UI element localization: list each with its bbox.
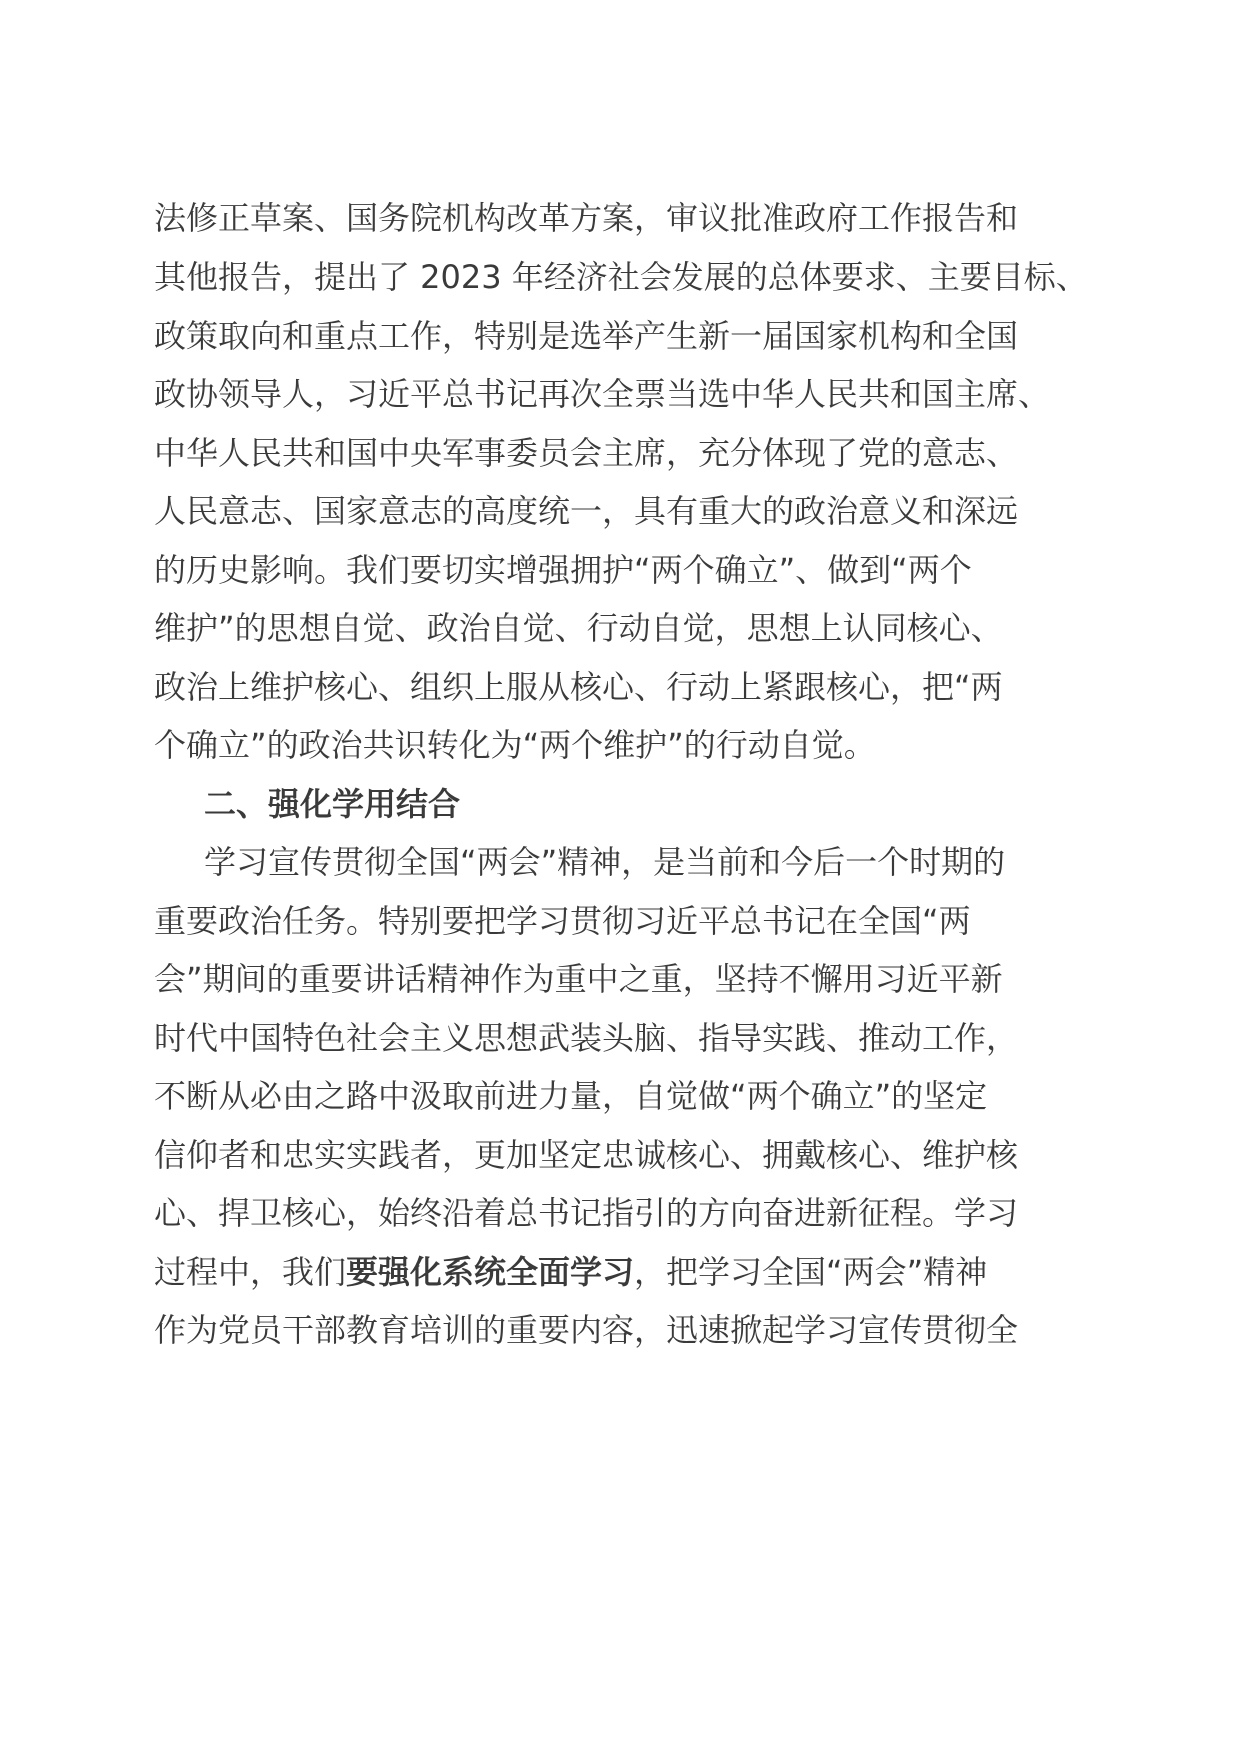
paragraph-line-mixed (154, 1252, 987, 1292)
paragraph-line: 心、捍卫核心，始终沿着总书记指引的方向奋进新征程。学习 (154, 1194, 1019, 1232)
paragraph-line: 会”期间的重要讲话精神作为重中之重，坚持不懈用习近平新 (154, 960, 1003, 998)
paragraph-line: 政策取向和重点工作，特别是选举产生新一届国家机构和全国 (154, 317, 1019, 355)
paragraph-line: 法修正草案、国务院机构改革方案，审议批准政府工作报告和 (154, 199, 1019, 237)
line-text: ，把学习全国“两会”精神 (634, 1253, 988, 1291)
paragraph-line: 维护”的思想自觉、政治自觉、行动自觉，思想上认同核心、 (154, 609, 1003, 647)
paragraph-line: 不断从必由之路中汲取前进力量，自觉做“两个确立”的坚定 (154, 1077, 988, 1115)
bold-emphasis: 要强化系统全面学习 (346, 1253, 635, 1291)
paragraph-line: 中华人民共和国中央军事委员会主席，充分体现了党的意志、 (154, 434, 1019, 472)
paragraph-line: 重要政治任务。特别要把学习贯彻习近平总书记在全国“两 (154, 902, 971, 940)
paragraph-line: 学习宣传贯彻全国“两会”精神，是当前和今后一个时期的 (204, 843, 1006, 881)
line-text: 过程中，我们 (154, 1253, 347, 1291)
paragraph-line: 政治上维护核心、组织上服从核心、行动上紧跟核心，把“两 (154, 668, 1003, 706)
paragraph-line: 时代中国特色社会主义思想武装头脑、指导实践、推动工作， (154, 1019, 1019, 1057)
section-heading: 二、强化学用结合 (204, 785, 461, 823)
paragraph-line: 信仰者和忠实实践者，更加坚定忠诚核心、拥戴核心、维护核 (154, 1136, 1019, 1174)
paragraph-line: 其他报告，提出了 2023 年经济社会发展的总体要求、主要目标、 (154, 258, 1088, 296)
paragraph-line: 政协领导人，习近平总书记再次全票当选中华人民共和国主席、 (154, 375, 1051, 413)
paragraph-line: 个确立”的政治共识转化为“两个维护”的行动自觉。 (154, 726, 876, 764)
paragraph-line: 人民意志、国家意志的高度统一，具有重大的政治意义和深远 (154, 492, 1019, 530)
paragraph-line: 的历史影响。我们要切实增强拥护“两个确立”、做到“两个 (154, 551, 972, 589)
paragraph-line: 作为党员干部教育培训的重要内容，迅速掀起学习宣传贯彻全 (154, 1311, 1019, 1349)
